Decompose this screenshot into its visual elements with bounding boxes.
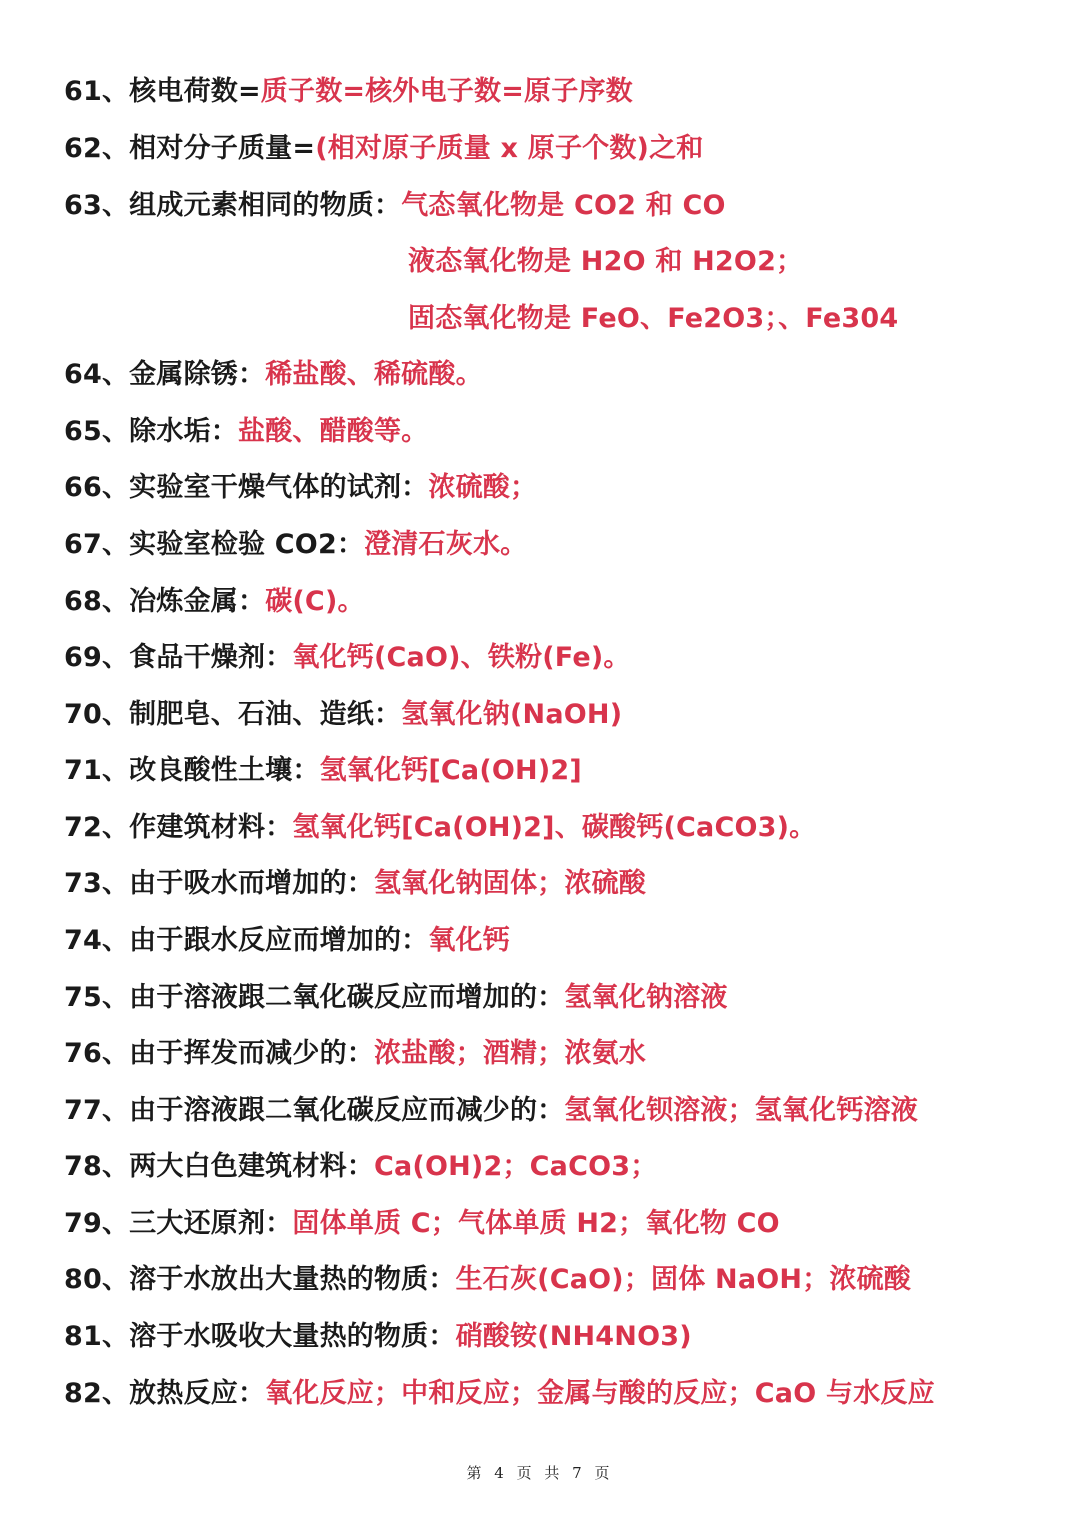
item-label: 79、三大还原剂：	[64, 1208, 293, 1239]
item-answer: 生石灰(CaO)；固体 NaOH；浓硫酸	[455, 1264, 912, 1295]
item-answer: 浓盐酸；酒精；浓氨水	[373, 1038, 646, 1069]
item-label: 70、制肥皂、石油、造纸：	[64, 699, 402, 730]
item-label: 75、由于溶液跟二氧化碳反应而增加的：	[64, 982, 565, 1013]
item-74	[64, 919, 510, 963]
item-78	[64, 1145, 657, 1189]
item-label: 68、冶炼金属：	[64, 586, 266, 617]
item-label: 77、由于溶液跟二氧化碳反应而减少的：	[64, 1095, 565, 1126]
item-66	[64, 466, 537, 510]
item-label: 64、金属除锈：	[64, 359, 266, 390]
item-answer: 氢氧化钡溶液；氢氧化钙溶液	[564, 1095, 918, 1126]
item-70	[64, 693, 622, 737]
item-label: 67、实验室检验 CO2：	[64, 529, 365, 560]
item-label: 81、溶于水吸收大量热的物质：	[64, 1321, 456, 1352]
item-label: 63、组成元素相同的物质：	[64, 190, 402, 221]
item-76	[64, 1032, 646, 1076]
item-answer: (相对原子质量 x 原子个数)之和	[315, 133, 704, 164]
item-63-liquid	[408, 240, 803, 284]
item-answer: 氢氧化钙[Ca(OH)2]、碳酸钙(CaCO3)。	[292, 812, 817, 843]
item-63-solid	[408, 297, 898, 341]
item-79	[64, 1202, 780, 1246]
item-answer: 澄清石灰水。	[364, 529, 528, 560]
item-label: 78、两大白色建筑材料：	[64, 1151, 374, 1182]
item-64	[64, 353, 483, 397]
item-67	[64, 523, 527, 567]
item-label: 80、溶于水放出大量热的物质：	[64, 1264, 456, 1295]
item-61	[64, 70, 633, 114]
item-label: 82、放热反应：	[64, 1378, 266, 1409]
item-label: 73、由于吸水而增加的：	[64, 868, 374, 899]
item-answer: Ca(OH)2；CaCO3；	[373, 1151, 658, 1182]
page-footer: 第 4 页 共 7 页	[466, 1464, 614, 1482]
item-answer: 氢氧化钙[Ca(OH)2]	[319, 755, 582, 786]
item-80	[64, 1258, 911, 1302]
item-answer: 氢氧化钠溶液	[564, 982, 728, 1013]
item-73	[64, 862, 646, 906]
item-81	[64, 1315, 692, 1359]
item-label: 65、除水垢：	[64, 416, 238, 447]
item-answer: 氧化钙	[428, 925, 510, 956]
item-answer: 氧化钙(CaO)、铁粉(Fe)。	[292, 642, 631, 673]
item-72	[64, 806, 816, 850]
item-answer: 气态氧化物是 CO2 和 CO	[401, 190, 726, 221]
item-answer: 质子数=核外电子数=原子序数	[260, 76, 633, 107]
item-answer: 稀盐酸、稀硫酸。	[265, 359, 483, 390]
item-answer: 盐酸、醋酸等。	[237, 416, 429, 447]
item-answer: 氢氧化钠(NaOH)	[401, 699, 623, 730]
item-77	[64, 1089, 918, 1133]
item-label: 72、作建筑材料：	[64, 812, 293, 843]
item-answer: 碳(C)。	[265, 586, 365, 617]
item-answer: 固体单质 C；气体单质 H2；氧化物 CO	[292, 1208, 780, 1239]
item-62	[64, 127, 704, 171]
item-label: 76、由于挥发而减少的：	[64, 1038, 374, 1069]
item-82	[64, 1372, 935, 1416]
item-label: 61、核电荷数=	[64, 76, 261, 107]
item-answer: 浓硫酸；	[428, 472, 538, 503]
item-label: 62、相对分子质量=	[64, 133, 316, 164]
item-label: 71、改良酸性土壤：	[64, 755, 320, 786]
item-69	[64, 636, 631, 680]
item-label: 69、食品干燥剂：	[64, 642, 293, 673]
item-75	[64, 976, 728, 1020]
item-answer: 氧化反应；中和反应；金属与酸的反应；CaO 与水反应	[265, 1378, 935, 1409]
item-label: 66、实验室干燥气体的试剂：	[64, 472, 429, 503]
item-answer: 氢氧化钠固体；浓硫酸	[373, 868, 646, 899]
item-answer: 硝酸铵(NH4NO3)	[455, 1321, 692, 1352]
item-answer: 液态氧化物是 H2O 和 H2O2；	[408, 246, 804, 277]
item-65	[64, 410, 428, 454]
item-71	[64, 749, 582, 793]
item-68	[64, 580, 365, 624]
item-label: 74、由于跟水反应而增加的：	[64, 925, 429, 956]
item-63	[64, 184, 726, 228]
item-answer: 固态氧化物是 FeO、Fe2O3；、Fe304	[408, 303, 899, 334]
